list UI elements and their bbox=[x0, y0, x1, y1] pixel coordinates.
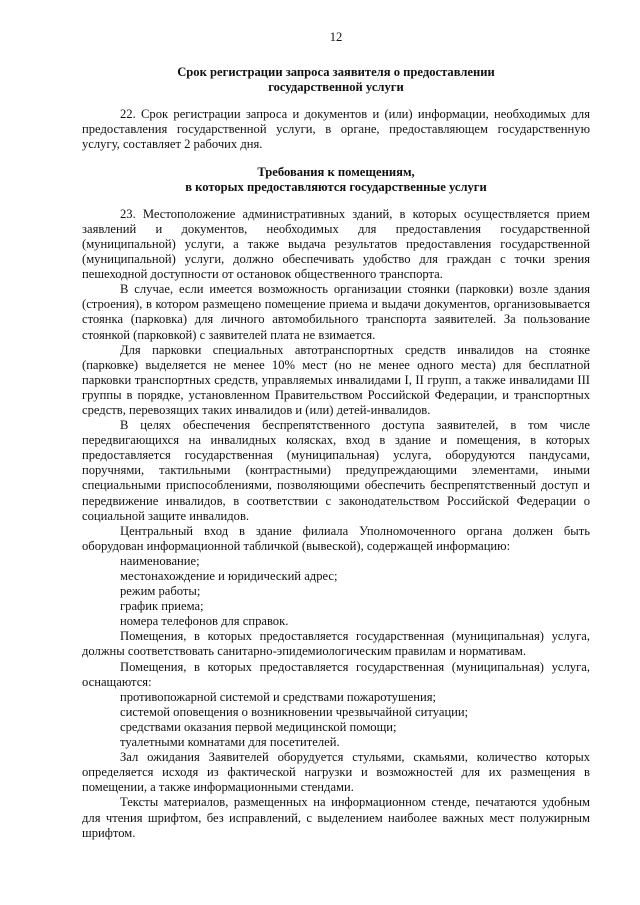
list-item: системой оповещения о возникновении чрезвычайной ситуации; bbox=[120, 704, 469, 719]
paragraph-sanitary: Помещения, в которых предоставляется государственная (муниципальная) услуга, должны соответствовать санитарно-эпидемиологическим правилам и нормативам. bbox=[82, 629, 590, 659]
list-item: график приема; bbox=[120, 599, 204, 614]
list-item: наименование; bbox=[120, 553, 200, 568]
section-title-premises-line1: Требования к помещениям, bbox=[257, 164, 415, 179]
paragraph-parking: В случае, если имеется возможность организации стоянки (парковки) возле здания (строения), в котором размещено помещение приема и выдачи документов, организовывается стоянка (парковка) для личного автомобильного транспорта заявителей. За пользование стоянкой (парковкой) с заявителей плата не взимается. bbox=[82, 282, 590, 342]
paragraph-equipment: Помещения, в которых предоставляется государственная (муниципальная) услуга, оснащаются: bbox=[82, 659, 590, 689]
paragraph-info-stand: Тексты материалов, размещенных на информационном стенде, печатаются удобным для чтения шрифтом, без исправлений, с выделением наиболее важных мест полужирным шрифтом. bbox=[82, 795, 590, 840]
paragraph-disabled-parking: Для парковки специальных автотранспортных средств инвалидов на стоянке (парковке) выделяется не менее 10% мест (но не менее одного места) для бесплатной парковки транспортных средств, управляемых инвалидами I, II групп, а также инвалидами III группы в порядке, установленном Правительством Российской Федерации, и транспортных средств, перевозящих таких инвалидов и (или) детей-инвалидов. bbox=[82, 342, 590, 417]
paragraph-22: 22. Срок регистрации запроса и документов и (или) информации, необходимых для предоставления государственной услуги, в органе, предоставляющем государственную услугу, составляет 2 рабочих дня. bbox=[82, 107, 590, 152]
list-item: туалетными комнатами для посетителей. bbox=[120, 735, 340, 750]
page-number: 12 bbox=[329, 30, 343, 44]
paragraph-accessibility: В целях обеспечения беспрепятственного доступа заявителей, в том числе передвигающихся на инвалидных колясках, вход в здание и помещения, в которых предоставляется государственная (муниципальная) услуга, оборудуются пандусами, поручнями, тактильными (контрастными) предупреждающими элементами, иными специальными приспособлениями, позволяющими обеспечить беспрепятственный доступ и передвижение инвалидов, в соответствии с законодательством Российской Федерации о социальной защите инвалидов. bbox=[82, 418, 590, 523]
section-title-registration-line1: Срок регистрации запроса заявителя о предоставлении bbox=[177, 65, 495, 80]
paragraph-23: 23. Местоположение административных зданий, в которых осуществляется прием заявлений и документов, необходимых для предоставления государственной (муниципальной) услуги, а также выдача результатов предоставления государственной (муниципальной) услуги, должно обеспечивать удобство для граждан с точки зрения пешеходной доступности от остановок общественного транспорта. bbox=[82, 206, 590, 282]
list-item: номера телефонов для справок. bbox=[120, 614, 289, 629]
section-title-registration-line2: государственной услуги bbox=[268, 80, 404, 95]
paragraph-waiting-hall: Зал ожидания Заявителей оборудуется стульями, скамьями, количество которых определяется исходя из фактической нагрузки и возможностей для их размещения в помещении, а также информационными стендами. bbox=[82, 750, 590, 795]
section-title-premises-line2: в которых предоставляются государственные услуги bbox=[185, 179, 487, 194]
document-page bbox=[82, 30, 590, 841]
list-item: местонахождение и юридический адрес; bbox=[120, 569, 338, 583]
list-item: противопожарной системой и средствами пожаротушения; bbox=[120, 689, 437, 704]
list-item: режим работы; bbox=[120, 584, 201, 599]
paragraph-entrance-sign: Центральный вход в здание филиала Уполномоченного органа должен быть оборудован информационной табличкой (вывеской), содержащей информацию: bbox=[82, 523, 590, 553]
list-item: средствами оказания первой медицинской помощи; bbox=[120, 719, 397, 734]
